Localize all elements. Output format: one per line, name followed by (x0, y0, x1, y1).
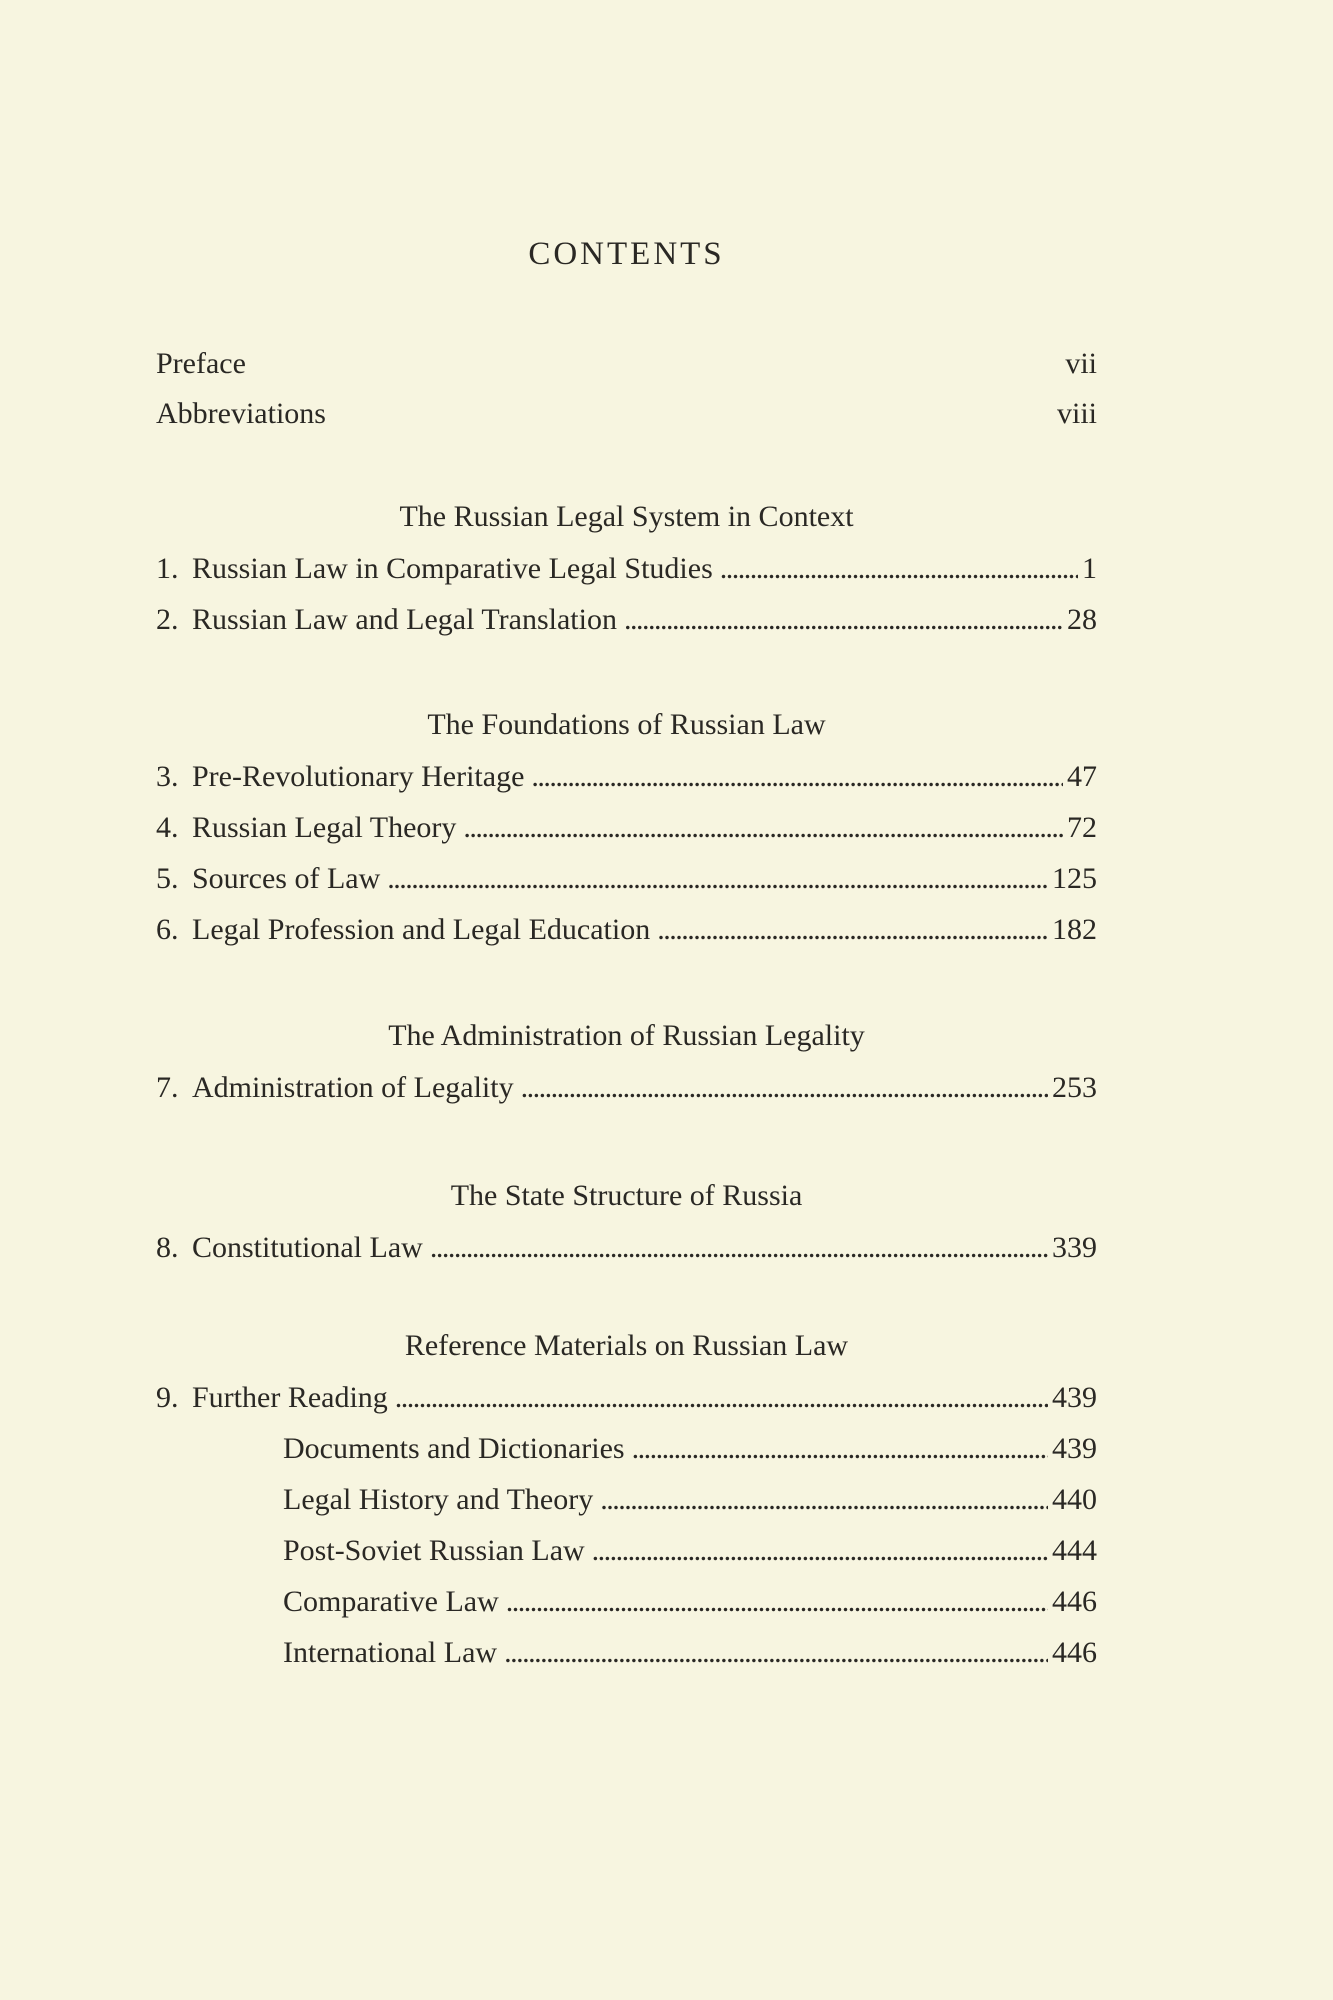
section-heading: The Foundations of Russian Law (427, 708, 826, 741)
front-matter (156, 339, 1097, 439)
page-number: 28 (1067, 603, 1097, 636)
page-number: 446 (1052, 1585, 1097, 1618)
entry-number: 2. (156, 603, 179, 636)
dot-leader (592, 1525, 1048, 1576)
section-russian-legal-system (156, 491, 1097, 645)
entry-title: Further Reading (192, 1381, 388, 1414)
section-foundations (156, 699, 1097, 955)
dot-leader (506, 1576, 1048, 1627)
toc-subrow (156, 1525, 1097, 1576)
entry-title: Constitutional Law (192, 1231, 423, 1264)
entry-title: Administration of Legality (192, 1071, 514, 1104)
toc-row (156, 904, 1097, 955)
entry-title: Preface (156, 347, 246, 380)
entry-title: Russian Legal Theory (192, 811, 457, 844)
dot-leader (720, 543, 1078, 594)
dot-leader (430, 1222, 1048, 1273)
page-number: 439 (1052, 1381, 1097, 1414)
dot-leader (463, 802, 1063, 853)
entry-title: Comparative Law (283, 1585, 499, 1618)
entry-title: Russian Law in Comparative Legal Studies (192, 552, 713, 585)
entry-title: Documents and Dictionaries (283, 1432, 625, 1465)
entry-title: Pre-Revolutionary Heritage (192, 760, 525, 793)
page-number: 339 (1052, 1231, 1097, 1264)
entry-number: 9. (156, 1381, 179, 1414)
dot-leader (632, 1423, 1048, 1474)
dot-leader (387, 853, 1048, 904)
toc-row-preface (156, 339, 1097, 389)
toc-row (156, 594, 1097, 645)
entry-number: 8. (156, 1231, 179, 1264)
toc-row (156, 802, 1097, 853)
section-heading: The Administration of Russian Legality (388, 1019, 865, 1052)
page-number: 444 (1052, 1534, 1097, 1567)
toc-row (156, 1062, 1097, 1113)
toc-subrow (156, 1576, 1097, 1627)
entry-title: International Law (283, 1636, 498, 1669)
dot-leader (504, 1627, 1048, 1678)
dot-leader (624, 594, 1063, 645)
dot-leader (531, 751, 1063, 802)
page-number: 1 (1082, 552, 1097, 585)
entry-number: 5. (156, 862, 179, 895)
page-number: 125 (1052, 862, 1097, 895)
toc-row (156, 1222, 1097, 1273)
entry-number: 1. (156, 552, 179, 585)
toc-row (156, 1372, 1097, 1423)
entry-title: Post-Soviet Russian Law (283, 1534, 585, 1567)
dot-leader (521, 1062, 1048, 1113)
toc-subrow (156, 1423, 1097, 1474)
page-number: 253 (1052, 1071, 1097, 1104)
contents-title: CONTENTS (528, 236, 725, 272)
entry-number: 6. (156, 913, 179, 946)
section-heading: The State Structure of Russia (450, 1179, 803, 1212)
page-number: 72 (1067, 811, 1097, 844)
section-reference-materials (156, 1320, 1097, 1678)
page-number: 446 (1052, 1636, 1097, 1669)
contents-column (156, 0, 1097, 2000)
toc-row-abbreviations (156, 389, 1097, 439)
entry-title: Legal History and Theory (283, 1483, 594, 1516)
entry-number: 4. (156, 811, 179, 844)
entry-title: Abbreviations (156, 397, 326, 430)
dot-leader (395, 1372, 1048, 1423)
entry-title: Sources of Law (192, 862, 381, 895)
dot-leader (600, 1474, 1048, 1525)
toc-row (156, 543, 1097, 594)
section-heading: Reference Materials on Russian Law (404, 1329, 849, 1362)
toc-subrow (156, 1474, 1097, 1525)
toc-row (156, 853, 1097, 904)
toc-subrow (156, 1627, 1097, 1678)
section-heading: The Russian Legal System in Context (399, 500, 854, 533)
entry-title: Legal Profession and Legal Education (192, 913, 651, 946)
page-number: 182 (1052, 913, 1097, 946)
dot-leader (657, 904, 1048, 955)
section-administration (156, 1010, 1097, 1113)
toc-row (156, 751, 1097, 802)
page-number: 439 (1052, 1432, 1097, 1465)
entry-number: 7. (156, 1071, 179, 1104)
section-state-structure (156, 1170, 1097, 1273)
page-number: 47 (1067, 760, 1097, 793)
entry-number: 3. (156, 760, 179, 793)
page-number: viii (1056, 397, 1097, 430)
page-number: vii (1065, 347, 1097, 380)
entry-title: Russian Law and Legal Translation (192, 603, 617, 636)
page-number: 440 (1052, 1483, 1097, 1516)
